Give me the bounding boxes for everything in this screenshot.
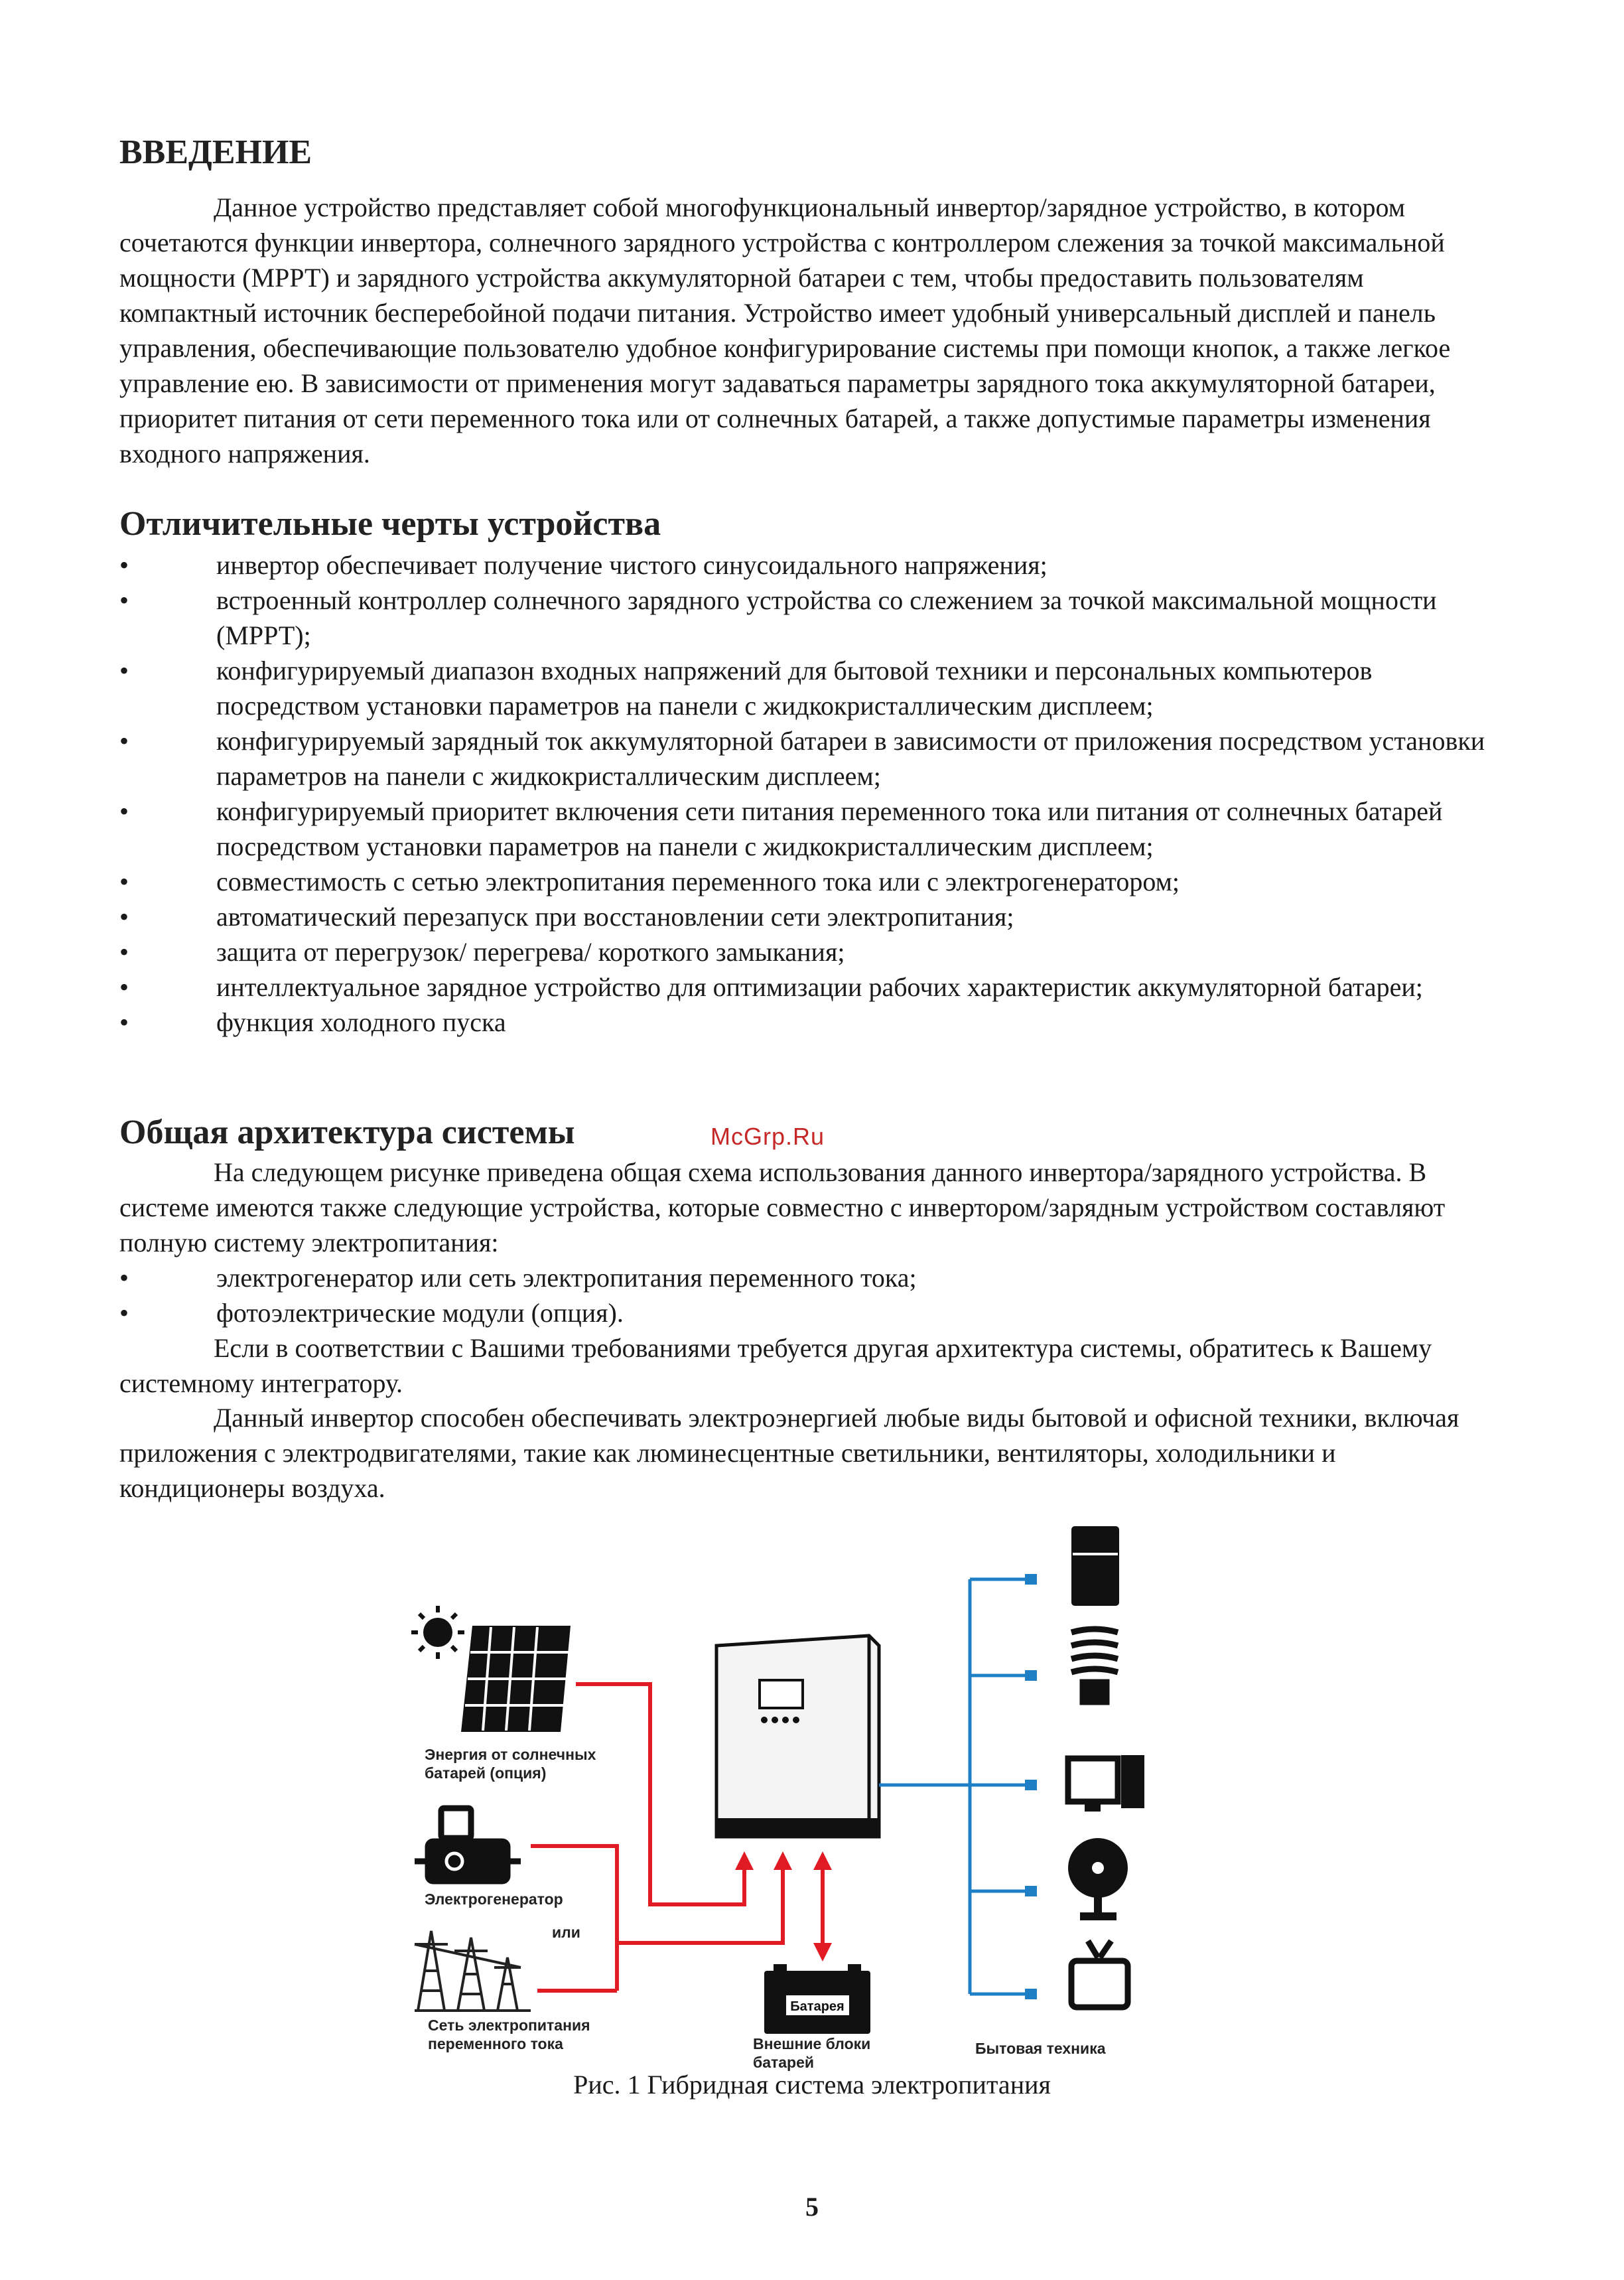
solar-label-line1: Энергия от солнечных (425, 1746, 596, 1763)
tv-icon (1071, 1941, 1128, 2007)
architecture-paragraph-2: Если в соответствии с Вашими требованиями требуется другая архитектура системы, обратитесь к Вашему системному интегратору. (119, 1333, 1432, 1398)
figure-caption: Рис. 1 Гибридная система электропитания (573, 2070, 1051, 2100)
bullet: • (119, 867, 129, 896)
list-item (119, 794, 1506, 864)
list-item (119, 864, 1506, 899)
refrigerator-icon (1071, 1526, 1119, 1606)
bullet: • (119, 1007, 129, 1037)
grid-label-line2: переменного тока (428, 2035, 563, 2052)
feature-text: конфигурируемый диапазон входных напряжений для бытовой техники и персональных компьютеров посредством установки параметров на панели с жидкокристаллическим дисплеем; (216, 656, 1373, 721)
features-heading: Отличительные черты устройства (119, 505, 661, 543)
solar-label-line2: батарей (опция) (425, 1764, 547, 1782)
fan-icon (1068, 1838, 1128, 1920)
list-item (119, 583, 1506, 653)
bullet: • (119, 726, 129, 756)
list-item (119, 1005, 1506, 1040)
lamp-icon (1071, 1629, 1118, 1702)
list-item (119, 653, 1506, 723)
feature-text: встроенный контроллер солнечного зарядного устройства со слежением за точкой максимальной мощности (МРРТ); (216, 585, 1437, 650)
hybrid-system-figure (398, 1506, 1161, 2077)
bullet: • (119, 937, 129, 967)
inverter-icon (716, 1636, 879, 1838)
hybrid-system-diagram (398, 1506, 1161, 2077)
intro-paragraph: Данное устройство представляет собой многофункциональный инвертор/зарядное устройство, в котором сочетаются функции инвертора, солнечного зарядного устройства с контроллером слежения за точкой максимальной мощности (МРРТ) и зарядного устройства аккумуляторной батареи с тем, чтобы предоставить пользователям компактный источник бесперебойной подачи питания. Устройство имеет удобный универсальный дисплей и панель управления, обеспечивающие пользователю удобное конфигурирование системы при помощи кнопок, а также легкое управление ею. В зависимости от применения могут задаваться параметры зарядного тока аккумуляторной батареи, приоритет питания от сети переменного тока или от солнечных батарей, а также допустимые параметры изменения входного напряжения. (119, 192, 1451, 468)
battery-label-line1: Внешние блоки (753, 2035, 871, 2052)
feature-text: функция холодного пуска (216, 1007, 506, 1037)
load-lines (879, 1579, 1035, 1994)
feature-text: автоматический перезапуск при восстановлении сети электропитания; (216, 902, 1014, 932)
list-item (119, 934, 1506, 969)
or-label: или (552, 1924, 580, 1941)
power-grid-icon (415, 1931, 531, 2011)
bullet: • (119, 972, 129, 1002)
sun-icon (411, 1606, 464, 1659)
bullet: • (119, 796, 129, 826)
battery-text: Батарея (790, 1999, 845, 2014)
generator-label: Электрогенератор (425, 1890, 563, 1908)
architecture-list (119, 1260, 1506, 1330)
feature-text: интеллектуальное зарядное устройство для оптимизации рабочих характеристик аккумуляторной батареи; (216, 972, 1423, 1002)
list-item (119, 1295, 1506, 1330)
architecture-paragraph-3: Данный инвертор способен обеспечивать электроэнергией любые виды бытовой и офисной техники, включая приложения с электродвигателями, такие как люминесцентные светильники, вентиляторы, холодильники и кондиционеры воздуха. (119, 1403, 1459, 1503)
bullet: • (119, 1263, 129, 1293)
list-item (119, 899, 1506, 934)
feature-text: защита от перегрузок/ перегрева/ короткого замыкания; (216, 937, 845, 967)
intro-heading: ВВЕДЕНИЕ (119, 133, 312, 171)
bullet: • (119, 585, 129, 615)
grid-label-line1: Сеть электропитания (428, 2017, 590, 2034)
solar-panel-icon (461, 1626, 571, 1732)
computer-icon (1068, 1755, 1144, 1812)
architecture-item-text: электрогенератор или сеть электропитания переменного тока; (216, 1263, 917, 1293)
bullet: • (119, 656, 129, 685)
architecture-paragraph-1: На следующем рисунке приведена общая схема использования данного инвертора/зарядного устройства. В системе имеются также следующие устройства, которые совместно с инвертором/зарядным устройством составляют полную систему электропитания: (119, 1157, 1446, 1257)
bullet: • (119, 1298, 129, 1328)
feature-text: инвертор обеспечивает получение чистого синусоидального напряжения; (216, 550, 1048, 580)
bullet: • (119, 902, 129, 932)
appliances-label: Бытовая техника (975, 2040, 1106, 2057)
feature-text: совместимость с сетью электропитания переменного тока или с электрогенератором; (216, 867, 1180, 896)
bullet: • (119, 550, 129, 580)
load-plugs (1025, 1574, 1037, 1999)
watermark: McGrp.Ru (710, 1123, 825, 1150)
list-item (119, 547, 1506, 583)
feature-text: конфигурируемый приоритет включения сети питания переменного тока или питания от солнечных батарей посредством установки параметров на панели с жидкокристаллическим дисплеем; (216, 796, 1443, 861)
feature-text: конфигурируемый зарядный ток аккумуляторной батареи в зависимости от приложения посредством установки параметров на панели с жидкокристаллическим дисплеем; (216, 726, 1485, 791)
architecture-heading: Общая архитектура системы (119, 1113, 575, 1151)
generator-icon (415, 1808, 521, 1881)
battery-icon (764, 1964, 870, 2034)
architecture-item-text: фотоэлектрические модули (опция). (216, 1298, 624, 1328)
page-number: 5 (805, 2192, 819, 2222)
list-item (119, 969, 1506, 1005)
features-list (119, 547, 1506, 1040)
battery-label-line2: батарей (753, 2054, 815, 2071)
list-item (119, 723, 1506, 794)
list-item (119, 1260, 1506, 1295)
